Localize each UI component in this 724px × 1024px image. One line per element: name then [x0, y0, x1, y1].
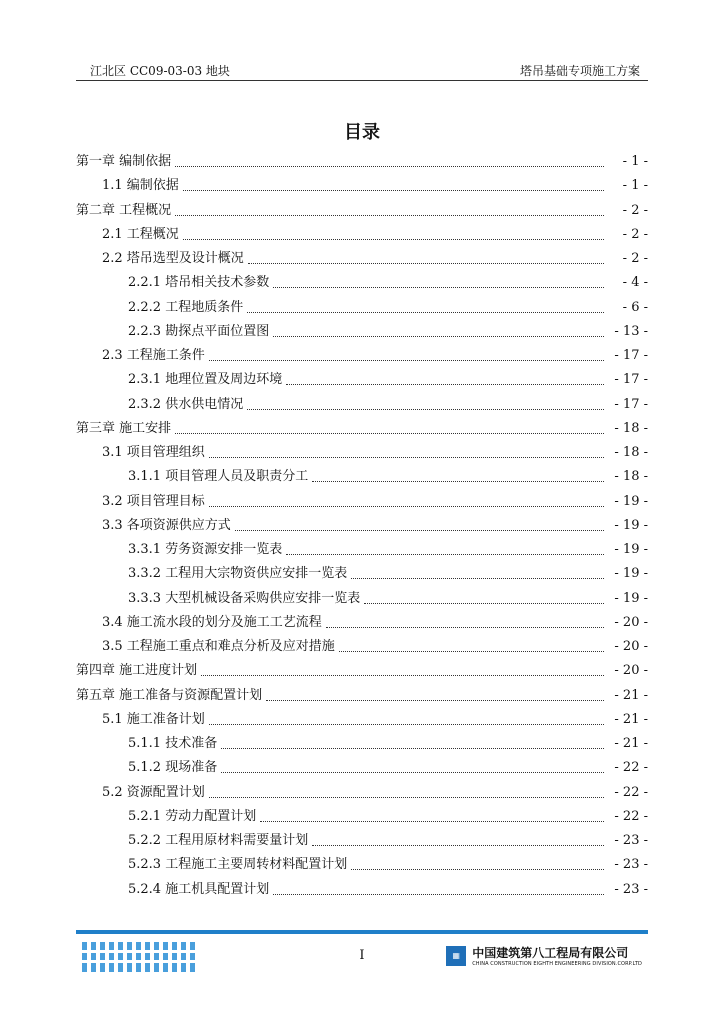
toc-entry-page: - 6 - — [622, 299, 648, 315]
toc-entry-page: - 17 - — [614, 372, 648, 388]
toc-entry-label: 5.2.3 工程施工主要周转材料配置计划 — [128, 857, 348, 873]
toc-dot-leader — [312, 844, 604, 846]
company-logo-icon: ▦ — [446, 946, 466, 966]
toc-entry-page: - 22 - — [614, 808, 648, 824]
company-name-cn: 中国建筑第八工程局有限公司 — [472, 946, 629, 960]
toc-entry-label: 5.2 资源配置计划 — [102, 784, 205, 800]
toc-entry[interactable] — [76, 344, 648, 368]
toc-dot-leader — [273, 335, 604, 337]
footer-rule — [76, 930, 648, 934]
toc-entry-label: 3.3.3 大型机械设备采购供应安排一览表 — [128, 590, 361, 606]
toc-entry-label: 3.4 施工流水段的划分及施工工艺流程 — [102, 614, 322, 630]
toc-entry[interactable] — [76, 490, 648, 514]
toc-entry[interactable] — [76, 514, 648, 538]
toc-entry[interactable] — [76, 393, 648, 417]
toc-entry-label: 2.2.1 塔吊相关技术参数 — [128, 275, 270, 291]
toc-entry[interactable] — [76, 368, 648, 392]
toc-entry-label: 第四章 施工进度计划 — [76, 663, 198, 679]
toc-entry[interactable] — [76, 465, 648, 489]
toc-entry[interactable] — [76, 150, 648, 174]
toc-dot-leader — [266, 699, 604, 701]
toc-entry-page: - 19 - — [614, 493, 648, 509]
toc-dot-leader — [209, 359, 604, 361]
toc-dot-leader — [183, 189, 604, 191]
toc-entry-label: 5.2.2 工程用原材料需要量计划 — [128, 833, 309, 848]
toc-entry-label: 第一章 编制依据 — [76, 154, 172, 169]
toc-entry[interactable] — [76, 587, 648, 611]
toc-entry-page: - 22 - — [614, 784, 648, 800]
toc-dot-leader — [351, 868, 604, 870]
toc-entry-page: - 20 - — [614, 614, 648, 630]
page-header — [76, 60, 648, 82]
toc-dot-leader — [364, 602, 604, 604]
toc-entry-page: - 19 - — [614, 590, 648, 606]
toc-entry-page: - 17 - — [614, 348, 648, 363]
toc-entry-label: 3.3 各项资源供应方式 — [102, 517, 231, 533]
toc-dot-leader — [221, 747, 604, 749]
toc-entry-label: 3.1 项目管理组织 — [102, 445, 205, 460]
toc-entry-label: 5.1.2 现场准备 — [128, 760, 218, 776]
toc-entry-label: 3.1.1 项目管理人员及职责分工 — [128, 469, 309, 485]
toc-entry[interactable] — [76, 223, 648, 247]
toc-entry[interactable] — [76, 320, 648, 344]
toc-dot-leader — [273, 893, 604, 895]
toc-entry-page: - 23 - — [614, 857, 648, 873]
toc-entry-page: - 2 - — [622, 202, 648, 218]
header-document-title: 塔吊基础专项施工方案 — [519, 64, 640, 78]
toc-entry-label: 5.2.4 施工机具配置计划 — [128, 881, 270, 897]
toc-entry-label: 5.1.1 技术准备 — [128, 736, 218, 751]
toc-entry-page: - 19 - — [614, 517, 648, 533]
toc-entry-label: 5.1 施工准备计划 — [102, 711, 205, 727]
toc-entry-page: - 18 - — [614, 469, 648, 485]
toc-entry-page: - 20 - — [614, 663, 648, 679]
toc-dot-leader — [248, 262, 604, 264]
toc-dot-leader — [339, 650, 604, 652]
toc-dot-leader — [209, 723, 604, 725]
toc-dot-leader — [201, 674, 604, 676]
toc-entry[interactable] — [76, 853, 648, 877]
toc-entry-page: - 23 - — [614, 881, 648, 897]
toc-entry-label: 3.5 工程施工重点和难点分析及应对措施 — [102, 639, 335, 654]
toc-entry[interactable] — [76, 756, 648, 780]
page-number: I — [359, 948, 365, 963]
toc-entry-page: - 19 - — [614, 542, 648, 557]
toc-dot-leader — [175, 432, 604, 434]
toc-entry[interactable] — [76, 441, 648, 465]
toc-dot-leader — [312, 480, 604, 482]
toc-dot-leader — [175, 214, 604, 216]
toc-entry-label: 2.3.1 地理位置及周边环境 — [128, 372, 283, 388]
toc-dot-leader — [247, 408, 604, 410]
toc-dot-leader — [247, 311, 604, 313]
toc-entry-label: 第二章 工程概况 — [76, 202, 172, 218]
toc-entry-page: - 22 - — [614, 760, 648, 776]
toc-entry[interactable] — [76, 417, 648, 441]
table-of-contents — [76, 150, 648, 902]
toc-dot-leader — [209, 796, 604, 798]
toc-entry-page: - 18 - — [614, 420, 648, 436]
toc-dot-leader — [209, 456, 604, 458]
header-rule — [76, 80, 648, 81]
toc-entry-label: 第五章 施工准备与资源配置计划 — [76, 687, 263, 703]
toc-entry[interactable] — [76, 829, 648, 853]
toc-entry[interactable] — [76, 635, 648, 659]
toc-entry[interactable] — [76, 805, 648, 829]
header-project-name: 江北区 CC09-03-03 地块 — [90, 64, 230, 78]
toc-entry-page: - 19 - — [614, 566, 648, 582]
toc-entry-label: 2.2.2 工程地质条件 — [128, 299, 244, 315]
toc-entry[interactable] — [76, 732, 648, 756]
toc-entry[interactable] — [76, 538, 648, 562]
toc-entry[interactable] — [76, 878, 648, 902]
toc-entry-page: - 4 - — [622, 275, 648, 291]
toc-dot-leader — [273, 286, 604, 288]
toc-entry[interactable] — [76, 659, 648, 683]
toc-dot-leader — [286, 553, 604, 555]
toc-entry-page: - 23 - — [614, 833, 648, 848]
toc-entry[interactable] — [76, 296, 648, 320]
toc-entry-label: 1.1 编制依据 — [102, 178, 179, 194]
company-name-en: CHINA CONSTRUCTION EIGHTH ENGINEERING DIVISION.CORP.LTD — [472, 961, 642, 967]
toc-entry[interactable] — [76, 684, 648, 708]
toc-dot-leader — [209, 505, 604, 507]
toc-entry-label: 2.2.3 勘探点平面位置图 — [128, 323, 270, 339]
toc-entry-label: 2.1 工程概况 — [102, 226, 179, 242]
toc-dot-leader — [175, 165, 604, 167]
toc-entry-label: 5.2.1 劳动力配置计划 — [128, 808, 257, 824]
toc-entry[interactable] — [76, 247, 648, 271]
toc-entry[interactable] — [76, 271, 648, 295]
toc-entry-label: 3.3.1 劳务资源安排一览表 — [128, 542, 283, 557]
toc-entry-page: - 21 - — [614, 711, 648, 727]
toc-dot-leader — [351, 577, 604, 579]
toc-entry[interactable] — [76, 199, 648, 223]
toc-entry-page: - 2 - — [622, 226, 648, 242]
toc-dot-leader — [260, 820, 604, 822]
toc-entry-page: - 13 - — [614, 323, 648, 339]
toc-entry-page: - 17 - — [614, 396, 648, 412]
toc-entry-page: - 21 - — [614, 687, 648, 703]
toc-entry[interactable] — [76, 174, 648, 198]
toc-entry[interactable] — [76, 611, 648, 635]
page-footer — [76, 930, 648, 980]
toc-entry-label: 2.3.2 供水供电情况 — [128, 396, 244, 412]
toc-entry[interactable] — [76, 781, 648, 805]
toc-entry[interactable] — [76, 562, 648, 586]
toc-dot-leader — [183, 238, 604, 240]
toc-entry-page: - 18 - — [614, 445, 648, 460]
toc-entry-label: 3.2 项目管理目标 — [102, 493, 205, 509]
toc-entry-label: 2.2 塔吊选型及设计概况 — [102, 251, 244, 266]
toc-dot-leader — [221, 771, 604, 773]
toc-entry-label: 2.3 工程施工条件 — [102, 348, 205, 363]
toc-dot-leader — [235, 529, 604, 531]
toc-title: 目录 — [344, 122, 380, 143]
company-logo — [446, 944, 642, 967]
toc-entry-page: - 2 - — [622, 251, 648, 266]
toc-entry-page: - 20 - — [614, 639, 648, 654]
toc-dot-leader — [326, 626, 604, 628]
toc-entry-page: - 1 - — [622, 178, 648, 194]
toc-entry-label: 3.3.2 工程用大宗物资供应安排一览表 — [128, 566, 348, 582]
toc-entry[interactable] — [76, 708, 648, 732]
toc-dot-leader — [286, 383, 604, 385]
toc-entry-page: - 21 - — [614, 736, 648, 751]
toc-entry-page: - 1 - — [622, 154, 648, 169]
toc-entry-label: 第三章 施工安排 — [76, 420, 172, 436]
